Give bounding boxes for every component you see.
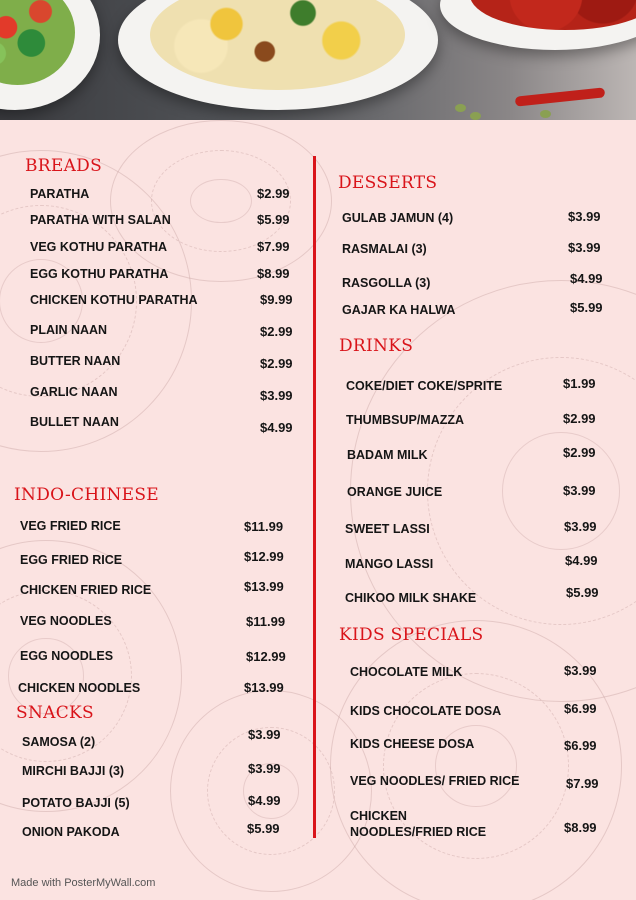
cardamom-pod — [540, 110, 551, 118]
menu-item-price: $2.99 — [563, 411, 596, 426]
menu-item-price: $5.99 — [570, 300, 603, 315]
menu-item-name: VEG NOODLES — [20, 614, 112, 628]
menu-item-name: MANGO LASSI — [345, 557, 434, 571]
menu-item-price: $11.99 — [244, 519, 284, 534]
menu-item-name: CHOCOLATE MILK — [350, 665, 463, 679]
menu-item-name: CHICKEN KOTHU PARATHA — [30, 293, 198, 307]
menu-item-name: POTATO BAJJI (5) — [22, 796, 130, 810]
mandala-decoration — [110, 120, 332, 282]
menu-item-name: COKE/DIET COKE/SPRITE — [346, 379, 503, 393]
cardamom-pod — [455, 104, 466, 112]
menu-item-price: $13.99 — [244, 579, 284, 594]
menu-item-name: EGG KOTHU PARATHA — [30, 267, 169, 281]
menu-item-name: BUTTER NAAN — [30, 354, 121, 368]
menu-item-name: EGG FRIED RICE — [20, 553, 123, 567]
menu-item-price: $3.99 — [564, 519, 597, 534]
menu-item-price: $5.99 — [257, 212, 290, 227]
menu-item-price: $5.99 — [566, 585, 599, 600]
red-chili — [515, 87, 606, 106]
section-title-breads: BREADS — [25, 156, 103, 176]
menu-item-name: GULAB JAMUN (4) — [342, 211, 454, 225]
menu-item-name: BULLET NAAN — [30, 415, 119, 429]
menu-item-price: $4.99 — [260, 420, 293, 435]
menu-item-price: $3.99 — [563, 483, 596, 498]
section-title-kids-specials: KIDS SPECIALS — [339, 625, 484, 645]
menu-item-name: VEG FRIED RICE — [20, 519, 121, 533]
food-photo-banner — [0, 0, 636, 120]
menu-item-name: THUMBSUP/MAZZA — [346, 413, 465, 427]
menu-item-name: BADAM MILK — [347, 448, 428, 462]
section-title-desserts: DESSERTS — [338, 173, 438, 193]
menu-item-name: CHIKOO MILK SHAKE — [345, 591, 477, 605]
menu-item-name: KIDS CHEESE DOSA — [350, 737, 475, 751]
footer-credit: Made with PosterMyWall.com — [11, 877, 156, 889]
menu-item-price: $3.99 — [568, 240, 601, 255]
menu-item-price: $5.99 — [247, 821, 280, 836]
menu-item-price: $2.99 — [260, 324, 293, 339]
menu-item-price: $3.99 — [568, 209, 601, 224]
menu-item-name: GARLIC NAAN — [30, 385, 118, 399]
menu-item-name: CHICKEN FRIED RICE — [20, 583, 152, 597]
menu-item-name: VEG NOODLES/ FRIED RICE — [350, 774, 520, 788]
menu-item-price: $9.99 — [260, 292, 293, 307]
menu-item-price: $3.99 — [564, 663, 597, 678]
menu-item-name: PARATHA — [30, 187, 90, 201]
menu-item-name: RASGOLLA (3) — [342, 276, 431, 290]
menu-item-price: $8.99 — [564, 820, 597, 835]
menu-item-price: $4.99 — [248, 793, 281, 808]
menu-item-price: $13.99 — [244, 680, 284, 695]
menu-item-name: SAMOSA (2) — [22, 735, 96, 749]
menu-item-price: $4.99 — [570, 271, 603, 286]
menu-item-name: KIDS CHOCOLATE DOSA — [350, 704, 502, 718]
section-title-drinks: DRINKS — [339, 336, 414, 356]
section-title-indo-chinese: INDO-CHINESE — [14, 485, 160, 505]
menu-item-price: $6.99 — [564, 701, 597, 716]
mandala-decoration — [330, 620, 622, 900]
menu-item-price: $7.99 — [566, 776, 599, 791]
menu-item-name: MIRCHI BAJJI (3) — [22, 764, 125, 778]
menu-item-name: PARATHA WITH SALAN — [30, 213, 171, 227]
menu-item-name: ORANGE JUICE — [347, 485, 443, 499]
menu-item-price: $1.99 — [563, 376, 596, 391]
menu-item-price: $12.99 — [244, 549, 284, 564]
menu-item-name: VEG KOTHU PARATHA — [30, 240, 168, 254]
menu-item-name: EGG NOODLES — [20, 649, 114, 663]
menu-item-price: $3.99 — [248, 727, 281, 742]
menu-item-name: SWEET LASSI — [345, 522, 430, 536]
menu-item-price: $12.99 — [246, 649, 286, 664]
menu-item-price: $6.99 — [564, 738, 597, 753]
menu-item-price: $4.99 — [565, 553, 598, 568]
cardamom-pod — [470, 112, 481, 120]
menu-item-price: $2.99 — [260, 356, 293, 371]
menu-item-price: $2.99 — [563, 445, 596, 460]
menu-item-name: GAJAR KA HALWA — [342, 303, 456, 317]
menu-item-price: $7.99 — [257, 239, 290, 254]
menu-item-name: CHICKEN NOODLES — [18, 681, 141, 695]
menu-item-price: $11.99 — [246, 614, 286, 629]
menu-item-name: ONION PAKODA — [22, 825, 120, 839]
menu-item-name: PLAIN NAAN — [30, 323, 108, 337]
section-title-snacks: SNACKS — [16, 703, 94, 723]
column-divider — [313, 156, 316, 838]
menu-item-price: $3.99 — [248, 761, 281, 776]
menu-item-name: RASMALAI (3) — [342, 242, 427, 256]
menu-item-name-line2: NOODLES/FRIED RICE — [350, 825, 487, 839]
menu-item-price: $8.99 — [257, 266, 290, 281]
menu-item-price: $2.99 — [257, 186, 290, 201]
menu-item-price: $3.99 — [260, 388, 293, 403]
menu-item-name: CHICKEN — [350, 809, 407, 823]
